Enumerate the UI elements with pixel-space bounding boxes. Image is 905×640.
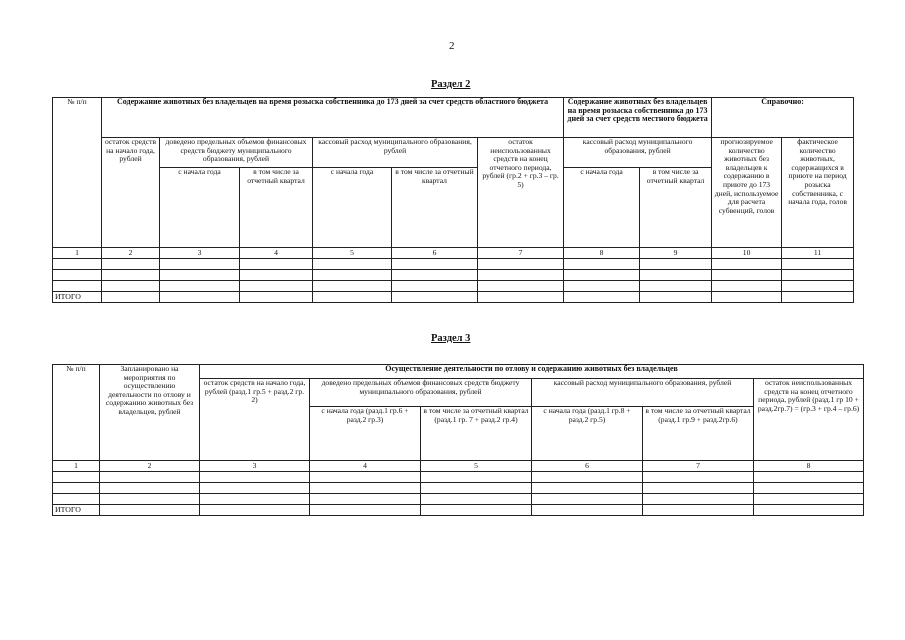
table-row [53, 483, 864, 494]
s3-col-cash: кассовый расход муниципального образования, рублей [532, 379, 754, 407]
s2-col-number: 11 [782, 248, 854, 259]
s2-sub-limits-year: с начала года [160, 168, 240, 248]
s2-col-number: 7 [478, 248, 564, 259]
section-3-title: Раздел 3 [431, 333, 471, 344]
table-row [53, 472, 864, 483]
s3-sub-limits-quarter: в том числе за отчетный квартал (разд.1 гр. 7 + разд.2 гр.4) [421, 407, 532, 461]
total-row [53, 505, 864, 516]
s2-col-num-header: № п/п [53, 98, 102, 248]
s3-col-number: 4 [310, 461, 421, 472]
section-2-table [52, 97, 854, 303]
table-row [53, 281, 854, 292]
s2-sub-limits-quarter: в том числе за отчетный квартал [240, 168, 313, 248]
s2-col-number: 3 [160, 248, 240, 259]
s3-group-activity-header: Осуществление деятельности по отлову и содержанию животных без владельцев [200, 365, 864, 379]
table-row [53, 270, 854, 281]
s2-col-number: 2 [102, 248, 160, 259]
table-row [53, 259, 854, 270]
s3-col-number: 8 [754, 461, 864, 472]
s2-col-limits: доведено предельных объемов финансовых средств бюджету муниципального образования, рублей [160, 138, 313, 168]
s3-total-label: ИТОГО [53, 505, 100, 516]
s3-col-balance-end: остаток неиспользованных средств на конец отчетного периода, рублей (разд.1 гр 10 + разд.2гр.7) = (гр.3 + гр.4 – гр.6) [754, 379, 864, 461]
s2-col-number: 10 [712, 248, 782, 259]
s3-col-limits: доведено предельных объемов финансовых средств бюджету муниципального образования, рублей [310, 379, 532, 407]
total-row [53, 292, 854, 303]
s3-col-number: 7 [643, 461, 754, 472]
s3-sub-cash-quarter: в том числе за отчетный квартал (разд.1 гр.9 + разд.2гр.6) [643, 407, 754, 461]
s2-col-number: 4 [240, 248, 313, 259]
s3-col-number: 1 [53, 461, 100, 472]
s2-group-regional-header: Содержание животных без владельцев на время розыска собственника до 173 дней за счет средств областного бюджета [102, 98, 564, 138]
s2-col-number: 8 [564, 248, 640, 259]
s3-col-balance-start: остаток средств на начало года, рублей (разд.1 гр.5 + разд.2 гр. 2) [200, 379, 310, 461]
s2-total-label: ИТОГО [53, 292, 102, 303]
s2-col-balance-start: остаток средств на начало года, рублей [102, 138, 160, 248]
s3-col-number: 2 [100, 461, 200, 472]
s2-col-number: 1 [53, 248, 102, 259]
page-number: 2 [449, 40, 455, 52]
s3-col-planned: Запланировано на мероприятия по осуществлению деятельности по отлову и содержанию животных без владельцев, рублей [100, 365, 200, 461]
s2-sub-cash-year: с начала года [313, 168, 392, 248]
s2-sub-local-year: с начала года [564, 168, 640, 248]
s2-col-actual: фактическое количество животных, содержащихся в приюте на период розыска собственника, с начала года, голов [782, 138, 854, 248]
s2-col-cash-local: кассовый расход муниципального образования, рублей [564, 138, 712, 168]
s2-col-number: 9 [640, 248, 712, 259]
s3-sub-limits-year: с начала года (разд.1 гр.6 + разд.2 гр.3) [310, 407, 421, 461]
s3-sub-cash-year: с начала года (разд.1 гр.8 + разд.2 гр.5) [532, 407, 643, 461]
section-3-table [52, 364, 864, 516]
s2-col-number: 6 [392, 248, 478, 259]
s2-group-reference-header: Справочно: [712, 98, 854, 138]
s3-col-num-header: № п/п [53, 365, 100, 461]
s3-col-number: 5 [421, 461, 532, 472]
s2-sub-cash-quarter: в том числе за отчетный квартал [392, 168, 478, 248]
s2-sub-local-quarter: в том числе за отчетный квартал [640, 168, 712, 248]
s2-col-cash-mo: кассовый расход муниципального образования, рублей [313, 138, 478, 168]
s3-col-number: 3 [200, 461, 310, 472]
s2-col-forecast: прогнозируемое количество животных без владельцев к содержанию в приюте до 173 дней, используемое для расчета субвенций, голов [712, 138, 782, 248]
s2-group-local-header: Содержание животных без владельцев на время розыска собственника до 173 дней за счет средств местного бюджета [564, 98, 712, 138]
s3-col-number: 6 [532, 461, 643, 472]
s2-col-number: 5 [313, 248, 392, 259]
s2-col-balance-end: остаток неиспользованных средств на конец отчетного периода, рублей (гр.2 + гр.3 – гр. 5) [478, 138, 564, 248]
table-row [53, 494, 864, 505]
section-2-title: Раздел 2 [431, 79, 471, 90]
